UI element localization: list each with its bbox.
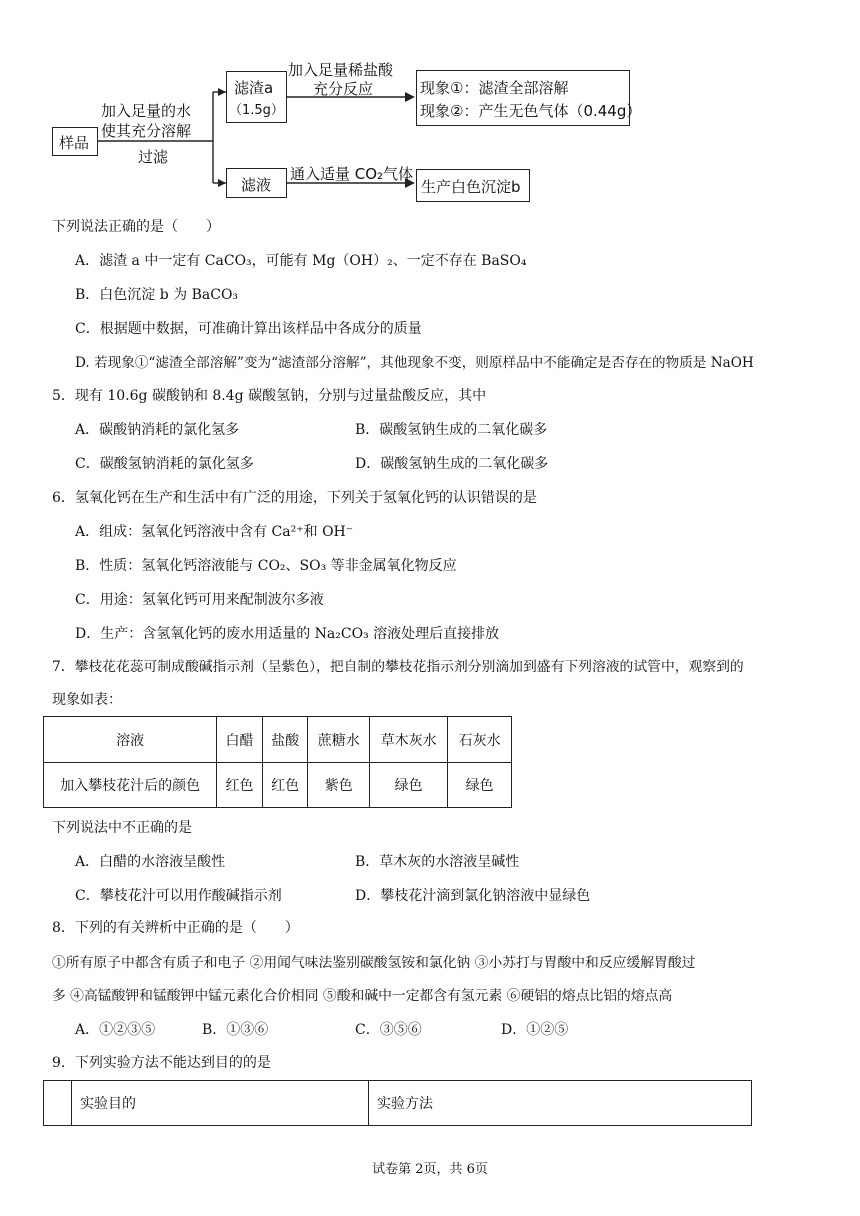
q7-option-c: C．攀枝花汁可以用作酸碱指示剂 (75, 888, 282, 904)
residue-a-label: 滤渣a (234, 79, 274, 97)
q7-option-a: A．白醋的水溶液呈酸性 (75, 854, 226, 870)
q8-statements-line2: 多 ④高锰酸钾和锰酸钾中锰元素化合价相同 ⑤酸和碱中一定都含有氢元素 ⑥硬铝的熔点比铝的熔点高 (52, 988, 673, 1004)
table-cell: 红色 (217, 763, 263, 808)
q5-stem: 5．现有 10.6g 碳酸钠和 8.4g 碳酸氢钠，分别与过量盐酸反应，其中 (52, 388, 487, 404)
q7-table (43, 716, 512, 808)
phenomenon-box (416, 70, 642, 126)
filtrate-box (226, 168, 287, 198)
q5-option-d: D．碳酸氢钠生成的二氧化碳多 (355, 456, 549, 472)
q5-option-b: B．碳酸氢钠生成的二氧化碳多 (355, 422, 548, 438)
q9-stem: 9．下列实验方法不能达到目的的是 (52, 1055, 271, 1071)
q7-stem-line2: 现象如表： (52, 692, 122, 708)
q8-stem: 8．下列的有关辨析中正确的是（ ） (52, 920, 299, 936)
table-cell (44, 1081, 72, 1126)
step1-line2: 使其充分溶解 (101, 122, 192, 140)
table-cell: 绿色 (370, 763, 448, 808)
q8-option-c: C．③⑤⑥ (355, 1022, 422, 1038)
q6-option-c: C．用途：氢氧化钙可用来配制波尔多液 (75, 592, 324, 608)
table-cell: 紫色 (308, 763, 370, 808)
phenomenon-1: 现象①：滤渣全部溶解 (420, 79, 569, 97)
q6-stem: 6．氢氧化钙在生产和生活中有广泛的用途，下列关于氢氧化钙的认识错误的是 (52, 490, 537, 506)
q8-statements-line1: ①所有原子中都含有质子和电子 ②用闻气味法鉴别碳酸氢铵和氯化钠 ③小苏打与胃酸中和反应缓解胃酸过 (52, 955, 696, 971)
sample-label: 样品 (59, 134, 90, 152)
table-cell: 红色 (262, 763, 308, 808)
step1-line3: 过滤 (138, 148, 169, 166)
precipitate-label: 生产白色沉淀b (421, 178, 521, 196)
q5-option-c: C．碳酸氢钠消耗的氯化氢多 (75, 456, 254, 472)
table-cell: 盐酸 (262, 717, 308, 763)
q7-option-d: D．攀枝花汁滴到氯化钠溶液中显绿色 (355, 888, 591, 904)
q4-option-d: D. 若现象①“滤渣全部溶解”变为“滤渣部分溶解”，其他现象不变，则原样品中不能确定是否存在的物质是 NaOH (75, 355, 754, 371)
table-row (44, 763, 512, 808)
q4-option-c: C．根据题中数据，可准确计算出该样品中各成分的质量 (75, 321, 422, 337)
q6-option-d: D．生产：含氢氧化钙的废水用适量的 Na₂CO₃ 溶液处理后直接排放 (75, 626, 500, 642)
table-cell: 加入攀枝花汁后的颜色 (44, 763, 217, 808)
table-cell: 白醋 (217, 717, 263, 763)
step1-line1: 加入足量的水 (101, 102, 192, 120)
table-row (44, 1081, 752, 1126)
precipitate-box (416, 169, 530, 202)
q4-option-a: A．滤渣 a 中一定有 CaCO₃，可能有 Mg（OH）₂、一定不存在 BaSO₄ (75, 253, 527, 269)
q8-option-d: D．①②⑤ (501, 1022, 569, 1038)
residue-a-mass: （1.5g） (229, 103, 284, 118)
table-cell: 实验方法 (369, 1081, 752, 1126)
table-cell: 蔗糖水 (308, 717, 370, 763)
residue-a-box (226, 71, 287, 123)
table-cell: 实验目的 (72, 1081, 369, 1126)
table-cell: 溶液 (44, 717, 217, 763)
q7-question: 下列说法中不正确的是 (52, 820, 192, 836)
table-cell: 草木灰水 (370, 717, 448, 763)
filtrate-label: 滤液 (241, 176, 272, 194)
phenomenon-2: 现象②：产生无色气体（0.44g） (420, 102, 642, 120)
table-cell: 石灰水 (448, 717, 512, 763)
q6-option-b: B．性质：氢氧化钙溶液能与 CO₂、SO₃ 等非金属氧化物反应 (75, 558, 457, 574)
table-cell: 绿色 (448, 763, 512, 808)
sample-box (52, 127, 98, 156)
acid-step-line2: 充分反应 (313, 80, 374, 98)
q9-table (43, 1080, 752, 1126)
page-footer: 试卷第 2页，共 6页 (372, 1162, 488, 1177)
q7-stem-line1: 7．攀枝花花蕊可制成酸碱指示剂（呈紫色），把自制的攀枝花指示剂分别滴加到盛有下列溶液的试管中，观察到的 (52, 659, 744, 675)
q8-option-b: B．①③⑥ (202, 1022, 269, 1038)
q8-option-a: A．①②③⑤ (75, 1022, 156, 1038)
q5-option-a: A．碳酸钠消耗的氯化氢多 (75, 422, 240, 438)
table-row (44, 717, 512, 763)
q6-option-a: A．组成：氢氧化钙溶液中含有 Ca²⁺和 OH⁻ (75, 524, 354, 540)
co2-step: 通入适量 CO₂气体 (290, 165, 414, 183)
q4-option-b: B．白色沉淀 b 为 BaCO₃ (75, 287, 239, 303)
acid-step-line1: 加入足量稀盐酸 (288, 61, 394, 79)
q7-option-b: B．草木灰的水溶液呈碱性 (355, 854, 520, 870)
q4-stem: 下列说法正确的是（ ） (52, 219, 220, 235)
